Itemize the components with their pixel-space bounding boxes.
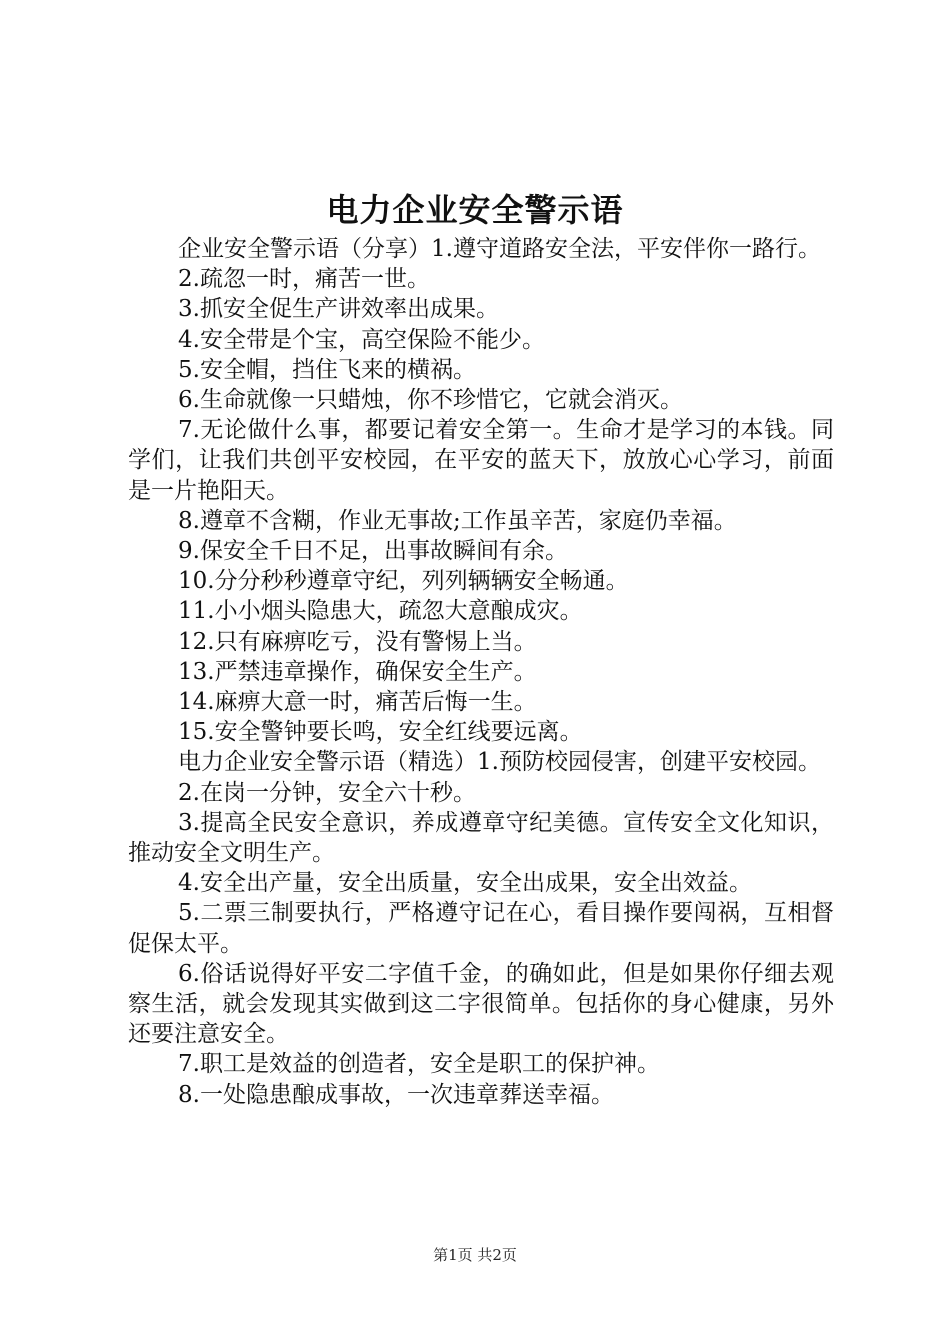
paragraph: 4.安全带是个宝，高空保险不能少。 [178, 326, 545, 353]
paragraph: 12.只有麻痹吃亏，没有警惕上当。 [178, 628, 537, 655]
paragraph: 4.安全出产量，安全出质量，安全出成果，安全出效益。 [178, 870, 752, 897]
paragraph: 6.生命就像一只蜡烛，你不珍惜它，它就会消灭。 [178, 387, 683, 414]
paragraph: 13.严禁违章操作，确保安全生产。 [178, 658, 537, 685]
paragraph: 15.安全警钟要长鸣，安全红线要远离。 [178, 719, 583, 746]
paragraph: 11.小小烟头隐患大，疏忽大意酿成灾。 [178, 598, 583, 625]
document-body [128, 234, 834, 1110]
paragraph: 2.疏忽一时，痛苦一世。 [178, 266, 430, 293]
paragraph: 7.无论做什么事，都要记着安全第一。生命才是学习的本钱。同学们，让我们共创平安校园，在平安的蓝天下，放放心心学习，前面是一片艳阳天。 [128, 417, 834, 504]
paragraph: 5.安全帽，挡住飞来的横祸。 [178, 356, 476, 383]
paragraph: 企业安全警示语（分享）1.遵守道路安全法，平安伴你一路行。 [178, 236, 821, 262]
paragraph: 5.二票三制要执行，严格遵守记在心，看目操作要闯祸，互相督促保太平。 [128, 900, 834, 957]
paragraph: 7.职工是效益的创造者，安全是职工的保护神。 [178, 1051, 660, 1078]
paragraph: 8.遵章不含糊，作业无事故;工作虽辛苦，家庭仍幸福。 [178, 507, 737, 534]
paragraph: 10.分分秒秒遵章守纪，列列辆辆安全畅通。 [178, 568, 629, 595]
paragraph: 电力企业安全警示语（精选）1.预防校园侵害，创建平安校园。 [178, 749, 821, 776]
page-number-footer: 第1页 共2页 [433, 1246, 517, 1264]
paragraph: 8.一处隐患酿成事故，一次违章葬送幸福。 [178, 1081, 614, 1108]
document-title: 电力企业安全警示语 [326, 191, 624, 229]
paragraph: 3.抓安全促生产讲效率出成果。 [178, 296, 499, 323]
paragraph: 2.在岗一分钟，安全六十秒。 [178, 779, 476, 806]
paragraph: 9.保安全千日不足，出事故瞬间有余。 [178, 538, 568, 565]
paragraph: 6.俗话说得好平安二字值千金，的确如此，但是如果你仔细去观察生活，就会发现其实做到这二字很简单。包括你的身心健康，另外还要注意安全。 [128, 960, 834, 1048]
paragraph: 3.提高全民安全意识，养成遵章守纪美德。宣传安全文化知识，推动安全文明生产。 [128, 809, 834, 867]
paragraph: 14.麻痹大意一时，痛苦后悔一生。 [178, 689, 537, 716]
